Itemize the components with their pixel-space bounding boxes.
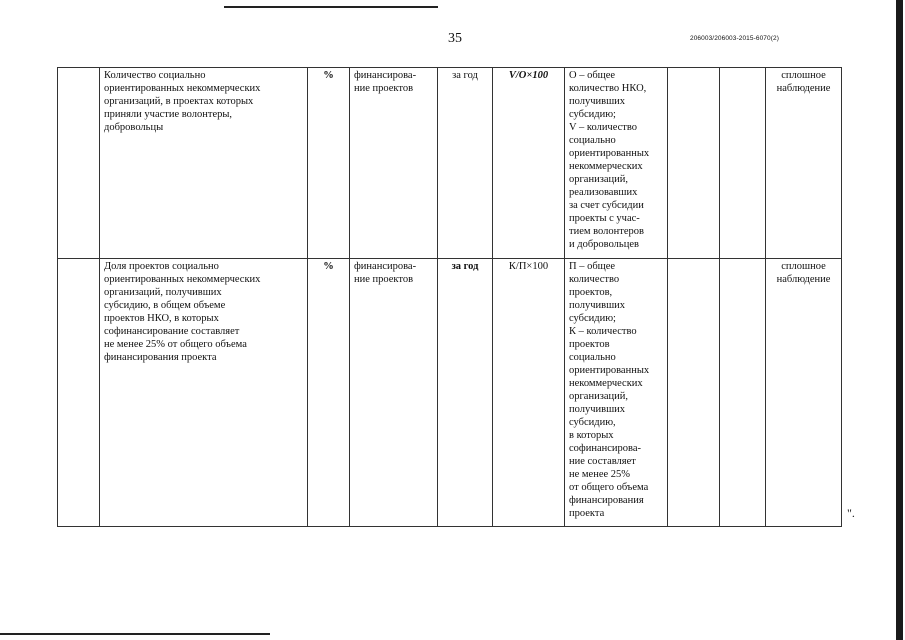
- row-number-cell: [58, 259, 100, 527]
- empty-cell: [668, 68, 720, 259]
- closing-quote: ".: [847, 506, 855, 520]
- empty-cell: [720, 259, 766, 527]
- source-cell: финансирова- ние проектов: [350, 259, 438, 527]
- scan-edge-bar: [896, 0, 903, 640]
- indicator-table: [57, 67, 842, 527]
- period-cell: за год: [438, 68, 493, 259]
- formula-cell: V/O×100: [493, 68, 565, 259]
- formula-cell: К/П×100: [493, 259, 565, 527]
- description-cell: О – общее количество НКО, получивших субсидию; V – количество социально ориентированных некоммерческих организаций, реализовавших за счет субсидии проекты с учас- тием волонтеров и добровольцев: [565, 68, 668, 259]
- method-cell: сплошное наблюдение: [766, 259, 842, 527]
- indicator-name-cell: Доля проектов социально ориентированных некоммерческих организаций, получивших субсидию, в общем объеме проектов НКО, в которых софинансирование составляет не менее 25% от общего объема финансирования проекта: [100, 259, 308, 527]
- document-code: 206003/206003-2015-6070(2): [690, 35, 779, 42]
- row-number-cell: [58, 68, 100, 259]
- bottom-rule: [0, 633, 270, 635]
- empty-cell: [720, 68, 766, 259]
- table-row: [58, 259, 842, 527]
- top-rule: [224, 6, 438, 8]
- indicator-name-cell: Количество социально ориентированных некоммерческих организаций, в проектах которых приняли участие волонтеры, добровольцы: [100, 68, 308, 259]
- unit-cell: %: [308, 259, 350, 527]
- description-cell: П – общее количество проектов, получивших субсидию; К – количество проектов социально ориентированных некоммерческих организаций, получивших субсидию, в которых софинансирова- ние составляет не менее 25% от общего объема финансирования проекта: [565, 259, 668, 527]
- source-cell: финансирова- ние проектов: [350, 68, 438, 259]
- period-cell: за год: [438, 259, 493, 527]
- unit-cell: %: [308, 68, 350, 259]
- table-row: [58, 68, 842, 259]
- empty-cell: [668, 259, 720, 527]
- page-number: 35: [448, 31, 462, 46]
- method-cell: сплошное наблюдение: [766, 68, 842, 259]
